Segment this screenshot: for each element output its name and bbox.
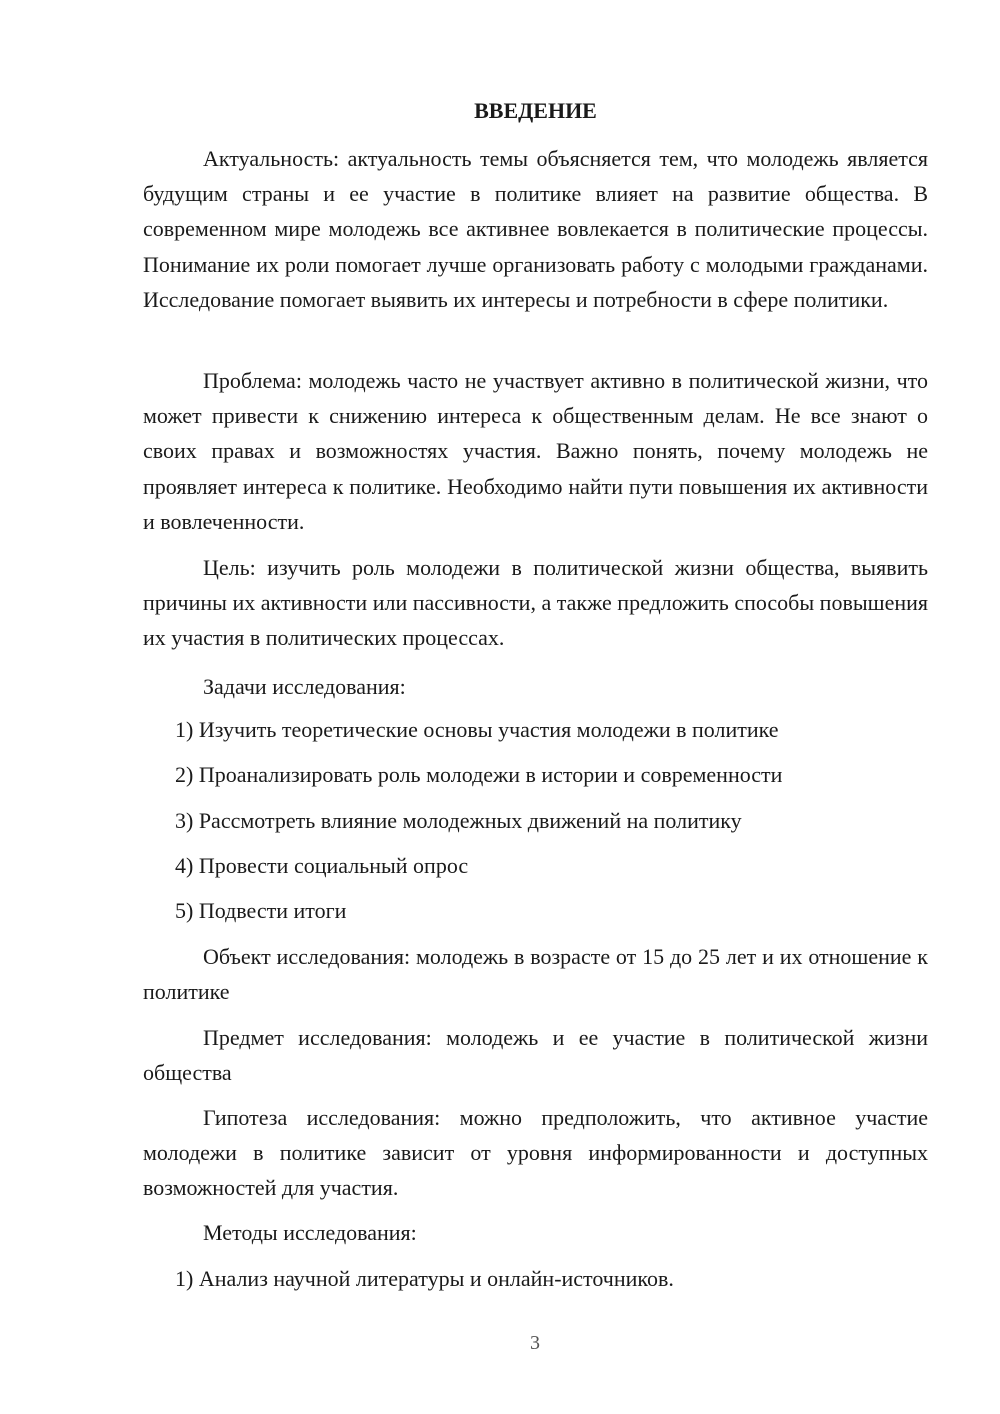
list-item: 2) Проанализировать роль молодежи в истории и современности xyxy=(175,762,783,787)
list-item: 1) Изучить теоретические основы участия молодежи в политике xyxy=(175,717,779,742)
paragraph-subject: Предмет исследования: молодежь и ее участие в политической жизни общества xyxy=(143,1025,928,1086)
list-item: 4) Провести социальный опрос xyxy=(175,853,469,878)
list-item: 1) Анализ научной литературы и онлайн-источников. xyxy=(175,1266,674,1291)
page-title: ВВЕДЕНИЕ xyxy=(474,98,597,123)
list-item: 3) Рассмотреть влияние молодежных движений на политику xyxy=(175,808,742,833)
list-item: 5) Подвести итоги xyxy=(175,898,347,923)
paragraph-hypothesis: Гипотеза исследования: можно предположить, что активное участие молодежи в политике зависит от уровня информированности и доступных возможностей для участия. xyxy=(143,1105,928,1201)
tasks-heading: Задачи исследования: xyxy=(203,674,406,699)
paragraph-goal: Цель: изучить роль молодежи в политической жизни общества, выявить причины их активности или пассивности, а также предложить способы повышения их участия в политических процессах. xyxy=(143,555,928,651)
methods-heading: Методы исследования: xyxy=(203,1220,417,1245)
paragraph-object: Объект исследования: молодежь в возрасте от 15 до 25 лет и их отношение к политике xyxy=(143,944,928,1005)
paragraph-relevance: Актуальность: актуальность темы объясняется тем, что молодежь является будущим страны и ее участие в политике влияет на развитие общества. В современном мире молодежь все активнее вовлекается в политические процессы. Понимание их роли помогает лучше организовать работу с молодыми гражданами. Исследование помогает выявить их интересы и потребности в сфере политики. xyxy=(143,146,928,312)
page-number: 3 xyxy=(530,1332,540,1354)
paragraph-problem: Проблема: молодежь часто не участвует активно в политической жизни, что может привести к снижению интереса к общественным делам. Не все знают о своих правах и возможностях участия. Важно понять, почему молодежь не проявляет интереса к политике. Необходимо найти пути повышения их активности и вовлеченности. xyxy=(143,368,928,534)
